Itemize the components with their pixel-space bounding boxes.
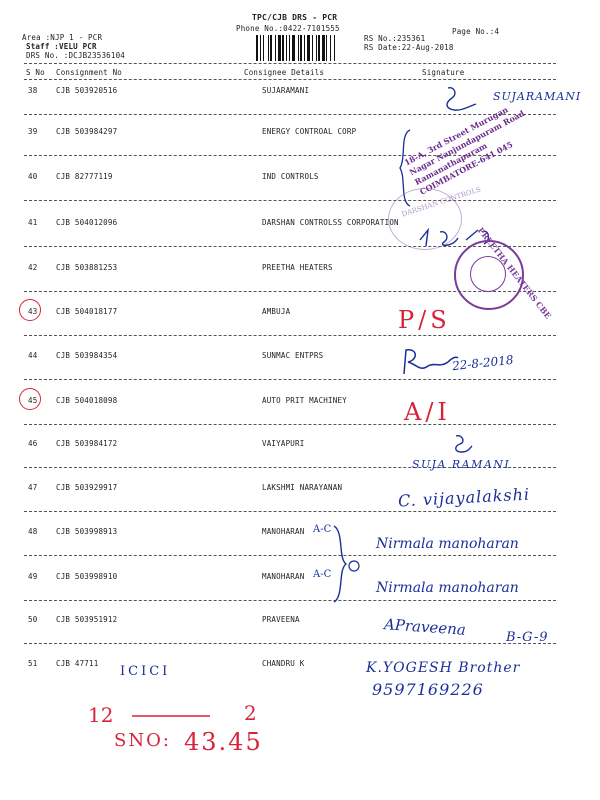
signature-48: Nirmala manoharan [376, 536, 519, 552]
brace-48-49 [330, 524, 360, 604]
row-divider [24, 379, 556, 380]
row-consignment: CJB 503929917 [56, 483, 118, 492]
staff-label: Staff :VELU PCR [26, 42, 97, 51]
barcode-bar [318, 35, 320, 61]
row-consignment: CJB 503984354 [56, 351, 118, 360]
signature-47: C. vijayalakshi [397, 484, 531, 511]
row-consignee: LAKSHMI NARAYANAN [262, 483, 343, 492]
row-divider [24, 643, 556, 644]
barcode-bar [268, 35, 269, 61]
sno-label: SNO: [114, 730, 171, 751]
row-divider [24, 424, 556, 425]
header-divider [24, 63, 556, 64]
row-consignment: CJB 504018177 [56, 307, 118, 316]
row-sno: 40 [28, 172, 38, 181]
row-43-circle-mark [19, 299, 41, 321]
phone-51: 9597169226 [372, 680, 484, 699]
row-consignee: SUJARAMANI [262, 86, 310, 95]
row-sno: 49 [28, 572, 38, 581]
row-consignee: VAIYAPURI [262, 439, 305, 448]
row-consignment: CJB 503998910 [56, 572, 118, 581]
signature-38: SUJARAMANI [493, 90, 582, 103]
row-consignment: CJB 504012096 [56, 218, 118, 227]
row-consignee: IND CONTROLS [262, 172, 319, 181]
barcode-bar [326, 35, 327, 61]
row-sno: 50 [28, 615, 38, 624]
page-number: Page No.:4 [452, 27, 500, 36]
barcode [256, 35, 356, 61]
row-divider [24, 335, 556, 336]
barcode-bar [278, 35, 281, 61]
icici-note: ICICI [120, 664, 171, 679]
barcode-bar [330, 35, 331, 61]
row-sno: 41 [28, 218, 38, 227]
barcode-bar [286, 35, 287, 61]
row-divider [24, 600, 556, 601]
barcode-bar [282, 35, 284, 61]
preetha-stamp-text: PREETHA HEATERS CBE [475, 225, 554, 321]
row-sno: 45 [28, 396, 38, 405]
signature-38-scribble [440, 84, 480, 114]
ac-note-49: A-C [313, 569, 332, 580]
row-consignee: PREETHA HEATERS [262, 263, 333, 272]
columns-divider [24, 79, 556, 80]
row-divider [24, 114, 556, 115]
ac-note-48: A-C [313, 524, 332, 535]
signature-46: SUJA RAMANI [412, 458, 511, 471]
count-left: 12 [88, 703, 114, 727]
barcode-bar [304, 35, 305, 61]
row-sno: 51 [28, 659, 38, 668]
row-consignee: MANOHARAN [262, 527, 305, 536]
note-43: P/S [398, 306, 451, 334]
address-stamp: 18-A, 3rd Street Murugan Nagar Nanjundapuram Road Ramanathapuram COIMBATORE-641 045 [402, 104, 526, 197]
barcode-bar [307, 35, 310, 61]
row-divider [24, 555, 556, 556]
phone-number: Phone No.:0422-7101555 [236, 24, 340, 33]
row-consignment: CJB 504018098 [56, 396, 118, 405]
col-signature: Signature [422, 68, 465, 77]
col-consignment: Consignment No [56, 68, 123, 77]
row-45-circle-mark [19, 388, 41, 410]
rs-date: RS Date:22-Aug-2018 [364, 43, 454, 52]
note-50: B-G-9 [506, 630, 549, 645]
row-consignment: CJB 503998913 [56, 527, 118, 536]
row-sno: 48 [28, 527, 38, 536]
count-right: 2 [244, 701, 257, 725]
note-45: A/I [404, 398, 451, 426]
signature-46-scribble [450, 432, 474, 456]
area-label: Area :NJP 1 - PCR [22, 33, 103, 42]
row-consignee: DARSHAN CONTROLSS CORPORATION [262, 218, 399, 227]
row-consignment: CJB 47711 [56, 659, 99, 668]
row-sno: 38 [28, 86, 38, 95]
row-consignee: MANOHARAN [262, 572, 305, 581]
row-consignment: CJB 503951912 [56, 615, 118, 624]
row-sno: 44 [28, 351, 38, 360]
row-consignee: AUTO PRIT MACHINEY [262, 396, 347, 405]
barcode-bar [270, 35, 272, 61]
signature-49: Nirmala manoharan [376, 580, 519, 596]
barcode-bar [289, 35, 290, 61]
barcode-bar [256, 35, 258, 61]
drs-number: DRS No. :DCJB23536104 [26, 51, 126, 60]
barcode-bar [292, 35, 295, 61]
barcode-bar [322, 35, 325, 61]
row-sno: 43 [28, 307, 38, 316]
signature-50: APraveena [383, 615, 467, 639]
row-consignment: CJB 82777119 [56, 172, 113, 181]
row-divider [24, 511, 556, 512]
count-dash-line [132, 714, 212, 718]
row-sno: 42 [28, 263, 38, 272]
sno-values: 43.45 [184, 728, 263, 756]
row-sno: 39 [28, 127, 38, 136]
row-sno: 46 [28, 439, 38, 448]
row-sno: 47 [28, 483, 38, 492]
barcode-bar [275, 35, 276, 61]
signature-51: K.YOGESH Brother [366, 660, 521, 676]
drs-title: TPC/CJB DRS - PCR [252, 13, 338, 22]
row-consignment: CJB 503984297 [56, 127, 118, 136]
rs-number: RS No.:235361 [364, 34, 426, 43]
barcode-bar [263, 35, 264, 61]
col-sno: S No [26, 68, 45, 77]
row-consignment: CJB 503920516 [56, 86, 118, 95]
barcode-bar [316, 35, 317, 61]
row-consignee: PRAVEENA [262, 615, 300, 624]
barcode-bar [312, 35, 313, 61]
barcode-bar [300, 35, 302, 61]
barcode-bar [260, 35, 261, 61]
darshan-stamp-text: DARSHAN CONTROLS [400, 185, 482, 219]
row-consignment: CJB 503984172 [56, 439, 118, 448]
date-44: 22-8-2018 [451, 352, 515, 374]
row-consignee: ENERGY CONTROAL CORP [262, 127, 357, 136]
col-consignee: Consignee Details [244, 68, 325, 77]
row-consignment: CJB 503881253 [56, 263, 118, 272]
barcode-bar [298, 35, 299, 61]
row-consignee: SUNMAC ENTPRS [262, 351, 324, 360]
barcode-bar [334, 35, 335, 61]
row-consignee: AMBUJA [262, 307, 291, 316]
row-consignee: CHANDRU K [262, 659, 305, 668]
